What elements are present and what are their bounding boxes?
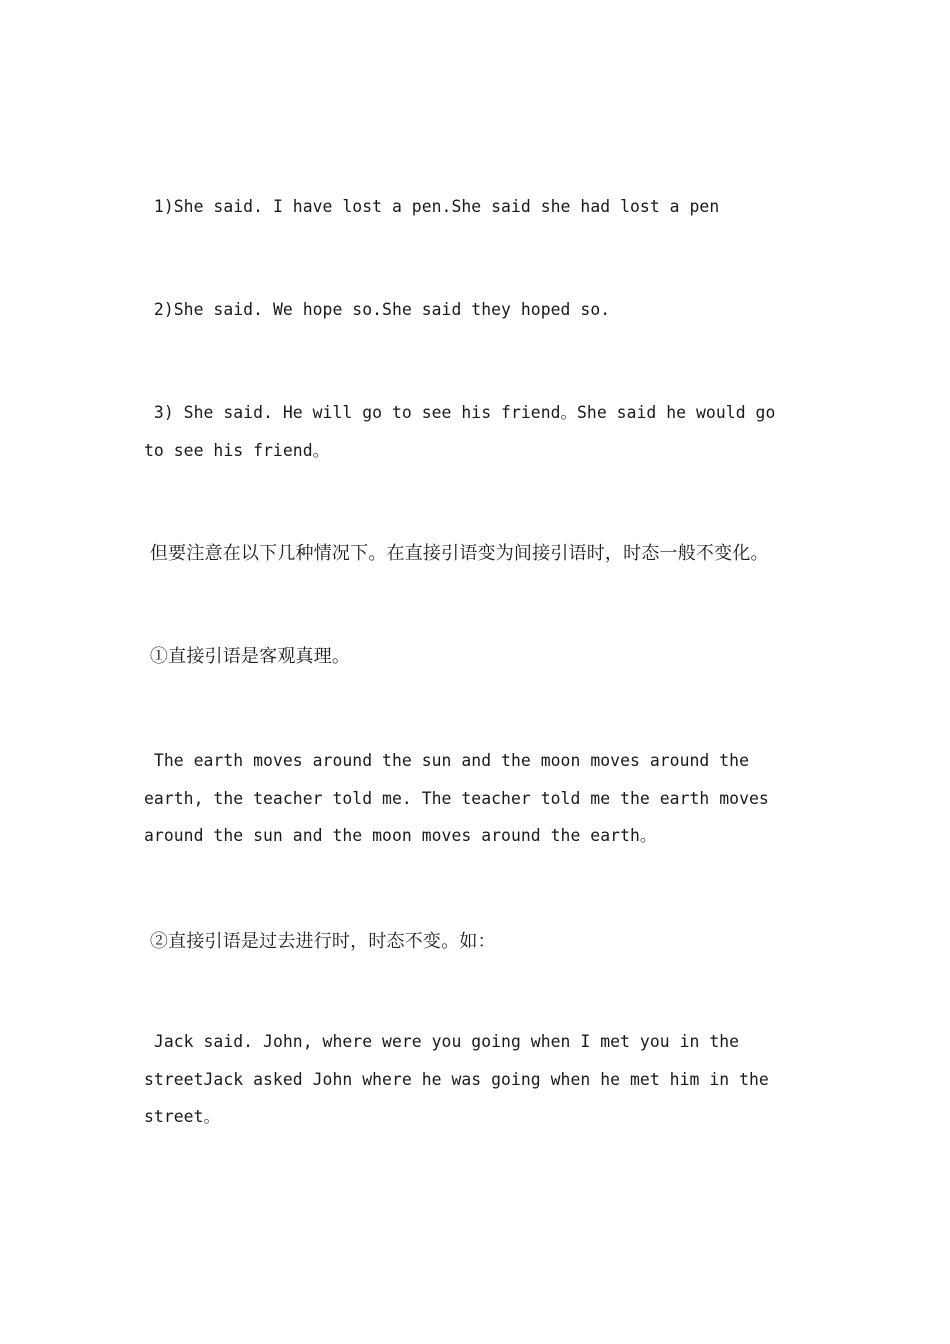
paragraph-example-2: 2)She said. We hope so.She said they hoped so. bbox=[144, 300, 611, 319]
paragraph-rule-1-example: The earth moves around the sun and the moon moves around the earth, the teacher told me. The teacher told me the earth moves around the sun and the moon moves around the earth。 bbox=[144, 751, 779, 845]
paragraph-example-3: 3) She said. He will go to see his friend。She said he would go to see his friend。 bbox=[144, 403, 786, 460]
paragraph-rule-2: ②直接引语是过去进行时，时态不变。如： bbox=[144, 931, 496, 952]
paragraph-rule-2-example: Jack said. John, where were you going when I met you in the streetJack asked John where he was going when he met him in the street。 bbox=[144, 1032, 779, 1126]
paragraph-example-1: 1)She said. I have lost a pen.She said she had lost a pen bbox=[144, 197, 720, 216]
paragraph-rule-1: ①直接引语是客观真理。 bbox=[144, 646, 351, 667]
paragraph-note: 但要注意在以下几种情况下。在直接引语变为间接引语时，时态一般不变化。 bbox=[144, 543, 769, 564]
